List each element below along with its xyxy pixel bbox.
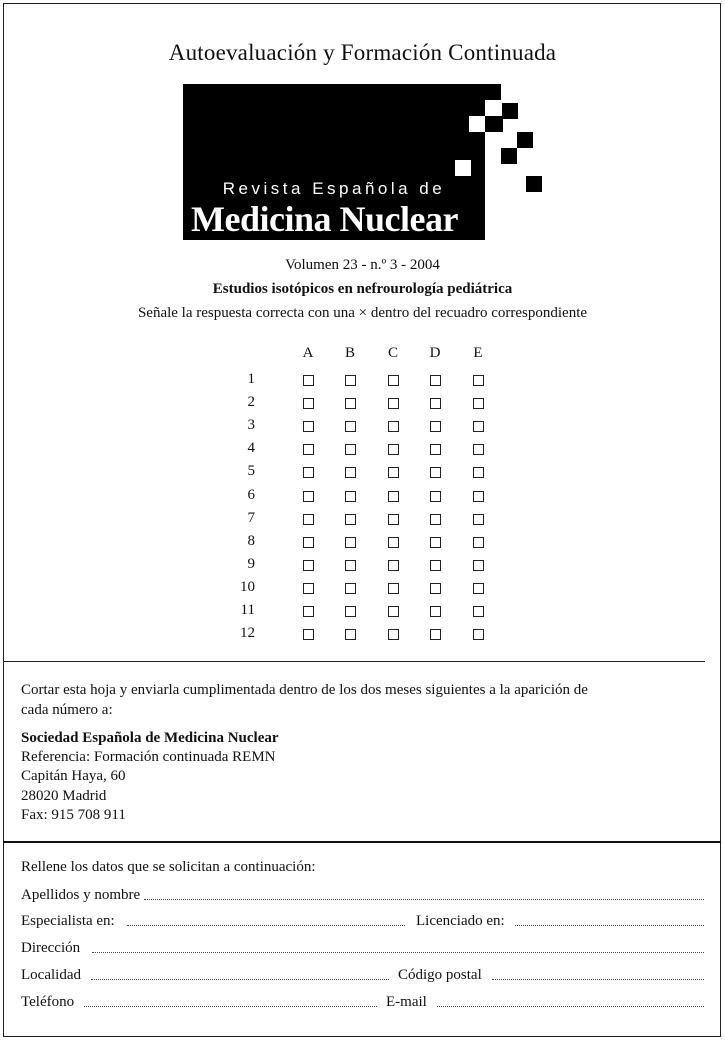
answer-checkbox-8-a[interactable]: [303, 537, 314, 548]
mailing-reference: Referencia: Formación continuada REMN: [21, 749, 276, 765]
answer-checkbox-2-a[interactable]: [303, 398, 314, 409]
answer-checkbox-1-e[interactable]: [473, 375, 484, 386]
mailing-city: 28020 Madrid: [21, 788, 107, 804]
licensed-field[interactable]: [416, 912, 704, 930]
answer-checkbox-6-a[interactable]: [303, 491, 314, 502]
address-label: Dirección: [21, 940, 81, 956]
answer-checkbox-2-b[interactable]: [345, 398, 356, 409]
column-header-c: C: [387, 345, 398, 361]
answer-checkbox-6-e[interactable]: [473, 491, 484, 502]
logo-name: Medicina Nuclear: [191, 199, 458, 239]
licensed-input-line[interactable]: [515, 925, 704, 926]
answer-checkbox-11-c[interactable]: [388, 606, 399, 617]
question-number: 3: [247, 417, 255, 434]
answer-checkbox-12-e[interactable]: [473, 629, 484, 640]
answer-checkbox-9-d[interactable]: [430, 560, 441, 571]
name-field[interactable]: [21, 886, 704, 904]
name-input-line[interactable]: [144, 899, 704, 900]
locality-field[interactable]: [21, 966, 389, 984]
issue-subject: Estudios isotópicos en nefrourología pediátrica: [212, 281, 513, 297]
column-header-b: B: [344, 345, 355, 361]
answer-checkbox-9-a[interactable]: [303, 560, 314, 571]
phone-field[interactable]: [21, 993, 377, 1011]
answer-checkbox-4-a[interactable]: [303, 444, 314, 455]
question-number: 11: [240, 602, 255, 618]
form-intro: Rellene los datos que se solicitan a continuación:: [21, 859, 316, 875]
column-header-a: A: [302, 345, 314, 361]
answer-checkbox-12-d[interactable]: [430, 629, 441, 640]
answer-checkbox-3-a[interactable]: [303, 421, 314, 432]
answer-checkbox-10-e[interactable]: [473, 583, 484, 594]
answer-checkbox-1-b[interactable]: [345, 375, 356, 386]
answer-checkbox-10-a[interactable]: [303, 583, 314, 594]
locality-label: Localidad: [21, 967, 81, 983]
logo-square: [501, 148, 517, 164]
answer-checkbox-3-e[interactable]: [473, 421, 484, 432]
logo-square: [517, 132, 533, 148]
answer-checkbox-4-e[interactable]: [473, 444, 484, 455]
answer-checkbox-9-b[interactable]: [345, 560, 356, 571]
logo-square: [502, 103, 518, 119]
answer-checkbox-6-d[interactable]: [430, 491, 441, 502]
question-number: 9: [247, 555, 255, 572]
column-header-d: D: [429, 345, 441, 361]
answer-checkbox-8-b[interactable]: [345, 537, 356, 548]
logo-square: [485, 132, 501, 148]
answer-checkbox-1-a[interactable]: [303, 375, 314, 386]
answer-checkbox-9-c[interactable]: [388, 560, 399, 571]
answer-checkbox-7-c[interactable]: [388, 514, 399, 525]
question-number: 6: [247, 486, 255, 503]
answer-checkbox-7-a[interactable]: [303, 514, 314, 525]
licensed-label: Licenciado en:: [416, 913, 505, 929]
answer-checkbox-8-c[interactable]: [388, 537, 399, 548]
mailing-org: Sociedad Española de Medicina Nuclear: [21, 730, 279, 746]
answer-checkbox-1-c[interactable]: [388, 375, 399, 386]
specialist-label: Especialista en:: [21, 913, 115, 929]
postal-code-input-line[interactable]: [492, 979, 704, 980]
address-field[interactable]: [21, 939, 704, 957]
issue-volume: Volumen 23 - n.º 3 - 2004: [285, 257, 440, 273]
email-label: E-mail: [386, 994, 427, 1010]
question-number: 2: [247, 394, 255, 411]
specialist-input-line[interactable]: [127, 925, 405, 926]
answer-checkbox-12-a[interactable]: [303, 629, 314, 640]
locality-input-line[interactable]: [91, 979, 389, 980]
answer-checkbox-5-e[interactable]: [473, 467, 484, 478]
answer-checkbox-4-c[interactable]: [388, 444, 399, 455]
answer-checkbox-3-d[interactable]: [430, 421, 441, 432]
answer-checkbox-12-c[interactable]: [388, 629, 399, 640]
logo-square: [469, 116, 485, 132]
answer-checkbox-5-c[interactable]: [388, 467, 399, 478]
question-number: 8: [247, 532, 255, 549]
answer-checkbox-2-e[interactable]: [473, 398, 484, 409]
answer-checkbox-6-b[interactable]: [345, 491, 356, 502]
logo-square: [485, 84, 501, 100]
question-number: 7: [247, 509, 255, 526]
answer-checkbox-3-b[interactable]: [345, 421, 356, 432]
answer-checkbox-7-b[interactable]: [345, 514, 356, 525]
answer-checkbox-3-c[interactable]: [388, 421, 399, 432]
email-input-line[interactable]: [437, 1006, 704, 1007]
answer-checkbox-6-c[interactable]: [388, 491, 399, 502]
journal-logo: [183, 84, 485, 240]
answer-checkbox-10-b[interactable]: [345, 583, 356, 594]
mailing-intro-line2: cada número a:: [21, 702, 113, 718]
question-number: 5: [247, 463, 255, 480]
answer-checkbox-11-d[interactable]: [430, 606, 441, 617]
answer-checkbox-11-e[interactable]: [473, 606, 484, 617]
answer-checkbox-9-e[interactable]: [473, 560, 484, 571]
answer-checkbox-8-d[interactable]: [430, 537, 441, 548]
phone-label: Teléfono: [21, 994, 75, 1010]
postal-code-field[interactable]: [398, 966, 704, 984]
cut-divider: [3, 661, 705, 662]
logo-square: [455, 160, 471, 176]
answer-checkbox-7-e[interactable]: [473, 514, 484, 525]
answer-checkbox-2-d[interactable]: [430, 398, 441, 409]
answer-checkbox-1-d[interactable]: [430, 375, 441, 386]
answer-checkbox-7-d[interactable]: [430, 514, 441, 525]
answer-checkbox-8-e[interactable]: [473, 537, 484, 548]
question-number: 1: [247, 371, 255, 387]
answer-checkbox-11-b[interactable]: [345, 606, 356, 617]
answer-checkbox-5-d[interactable]: [430, 467, 441, 478]
specialist-field[interactable]: [21, 912, 405, 930]
answer-checkbox-10-c[interactable]: [388, 583, 399, 594]
question-number: 12: [240, 625, 255, 642]
name-label: Apellidos y nombre: [21, 887, 141, 903]
logo-square: [526, 176, 542, 192]
page-title: Autoevaluación y Formación Continuada: [168, 40, 557, 65]
answer-instructions: Señale la respuesta correcta con una × dentro del recuadro correspondiente: [137, 305, 588, 321]
mailing-fax: Fax: 915 708 911: [21, 807, 126, 823]
column-header-e: E: [473, 345, 483, 361]
answer-checkbox-4-d[interactable]: [430, 444, 441, 455]
answer-checkbox-12-b[interactable]: [345, 629, 356, 640]
question-number: 10: [240, 578, 255, 595]
answer-checkbox-2-c[interactable]: [388, 398, 399, 409]
mailing-street: Capitán Haya, 60: [21, 768, 126, 784]
phone-input-line[interactable]: [84, 1006, 377, 1007]
question-number: 4: [247, 440, 255, 457]
answer-checkbox-4-b[interactable]: [345, 444, 356, 455]
address-input-line[interactable]: [92, 952, 704, 953]
email-field[interactable]: [386, 993, 704, 1011]
mailing-intro-line1: Cortar esta hoja y enviarla cumplimentada dentro de los dos meses siguientes a la aparición de: [21, 682, 588, 698]
answer-checkbox-11-a[interactable]: [303, 606, 314, 617]
answer-checkbox-5-a[interactable]: [303, 467, 314, 478]
form-divider: [3, 841, 721, 843]
answer-checkbox-5-b[interactable]: [345, 467, 356, 478]
logo-square: [485, 116, 503, 132]
logo-subtitle: Revista Española de: [222, 179, 446, 198]
postal-code-label: Código postal: [398, 967, 482, 983]
answer-checkbox-10-d[interactable]: [430, 583, 441, 594]
